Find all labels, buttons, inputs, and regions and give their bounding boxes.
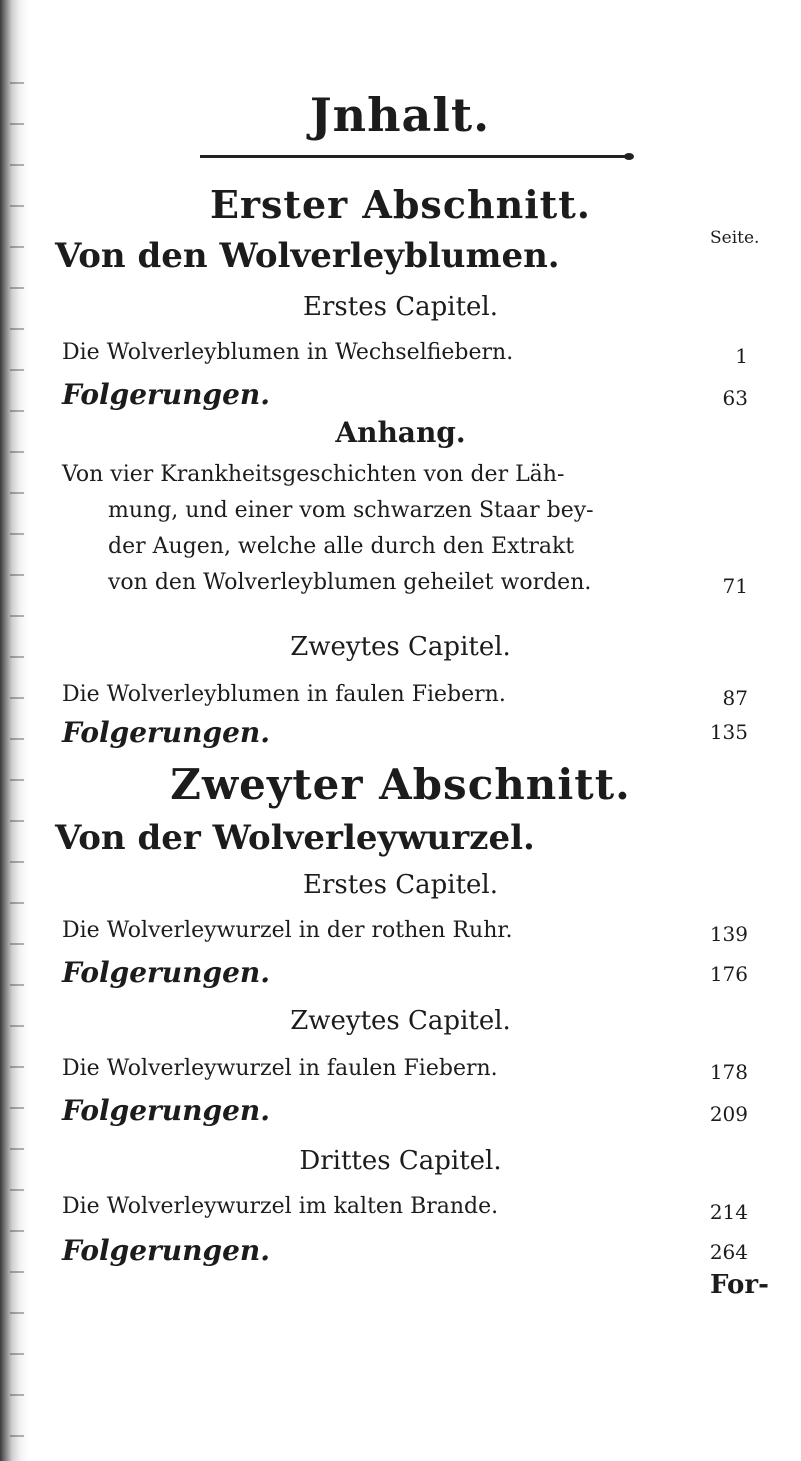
chapter-title: Drittes Capitel. <box>299 1146 502 1176</box>
toc-entry: Die Wolverleyblumen in faulen Fiebern. <box>62 682 506 707</box>
chapter-title: Erstes Capitel. <box>303 870 498 900</box>
toc-page-number: 139 <box>709 922 748 946</box>
toc-entry: Die Wolverleywurzel in der rothen Ruhr. <box>62 918 513 943</box>
toc-entry-folgerungen: Folgerungen. <box>62 956 271 989</box>
toc-entry-folgerungen: Folgerungen. <box>62 1094 271 1127</box>
toc-page-number: 1 <box>735 344 748 368</box>
section-1-subtitle: Von den Wolverleyblumen. <box>55 236 560 276</box>
appendix-title: Anhang. <box>335 416 466 449</box>
toc-entry: Die Wolverleyblumen in Wechselfiebern. <box>62 340 514 365</box>
toc-entry: Die Wolverleywurzel in faulen Fiebern. <box>62 1056 498 1081</box>
page-title: Jnhalt. <box>309 88 491 142</box>
toc-entry-folgerungen: Folgerungen. <box>62 378 271 411</box>
toc-entry-line: mung, und einer vom schwarzen Staar bey- <box>108 498 594 523</box>
toc-page-number: 71 <box>722 574 748 598</box>
toc-page-number: 264 <box>709 1240 748 1264</box>
chapter-title: Erstes Capitel. <box>303 292 498 322</box>
toc-page-number: 176 <box>709 962 748 986</box>
chapter-title: Zweytes Capitel. <box>290 1006 511 1036</box>
toc-page-number: 135 <box>709 720 748 744</box>
toc-page-number: 87 <box>722 686 748 710</box>
toc-page-number: 214 <box>709 1200 748 1224</box>
toc-entry-folgerungen: Folgerungen. <box>62 716 271 749</box>
chapter-title: Zweytes Capitel. <box>290 632 511 662</box>
title-rule <box>200 155 630 158</box>
toc-entry-line: der Augen, welche alle durch den Extrakt <box>108 534 575 559</box>
binding-stitching <box>10 60 24 1440</box>
toc-entry-folgerungen: Folgerungen. <box>62 1234 271 1267</box>
section-2-subtitle: Von der Wolverleywurzel. <box>55 818 535 858</box>
toc-page-number: 178 <box>709 1060 748 1084</box>
toc-page-number: 209 <box>709 1102 748 1126</box>
toc-page-number: 63 <box>722 386 748 410</box>
section-1-title: Erster Abschnitt. <box>210 182 591 227</box>
catchword: For- <box>710 1270 769 1300</box>
toc-entry-line: Von vier Krankheitsgeschichten von der Läh- <box>62 462 565 487</box>
section-2-title: Zweyter Abschnitt. <box>170 760 631 809</box>
page-column-label: Seite. <box>710 228 760 248</box>
toc-entry: Die Wolverleywurzel im kalten Brande. <box>62 1194 499 1219</box>
toc-entry-line: von den Wolverleyblumen geheilet worden. <box>108 570 592 595</box>
